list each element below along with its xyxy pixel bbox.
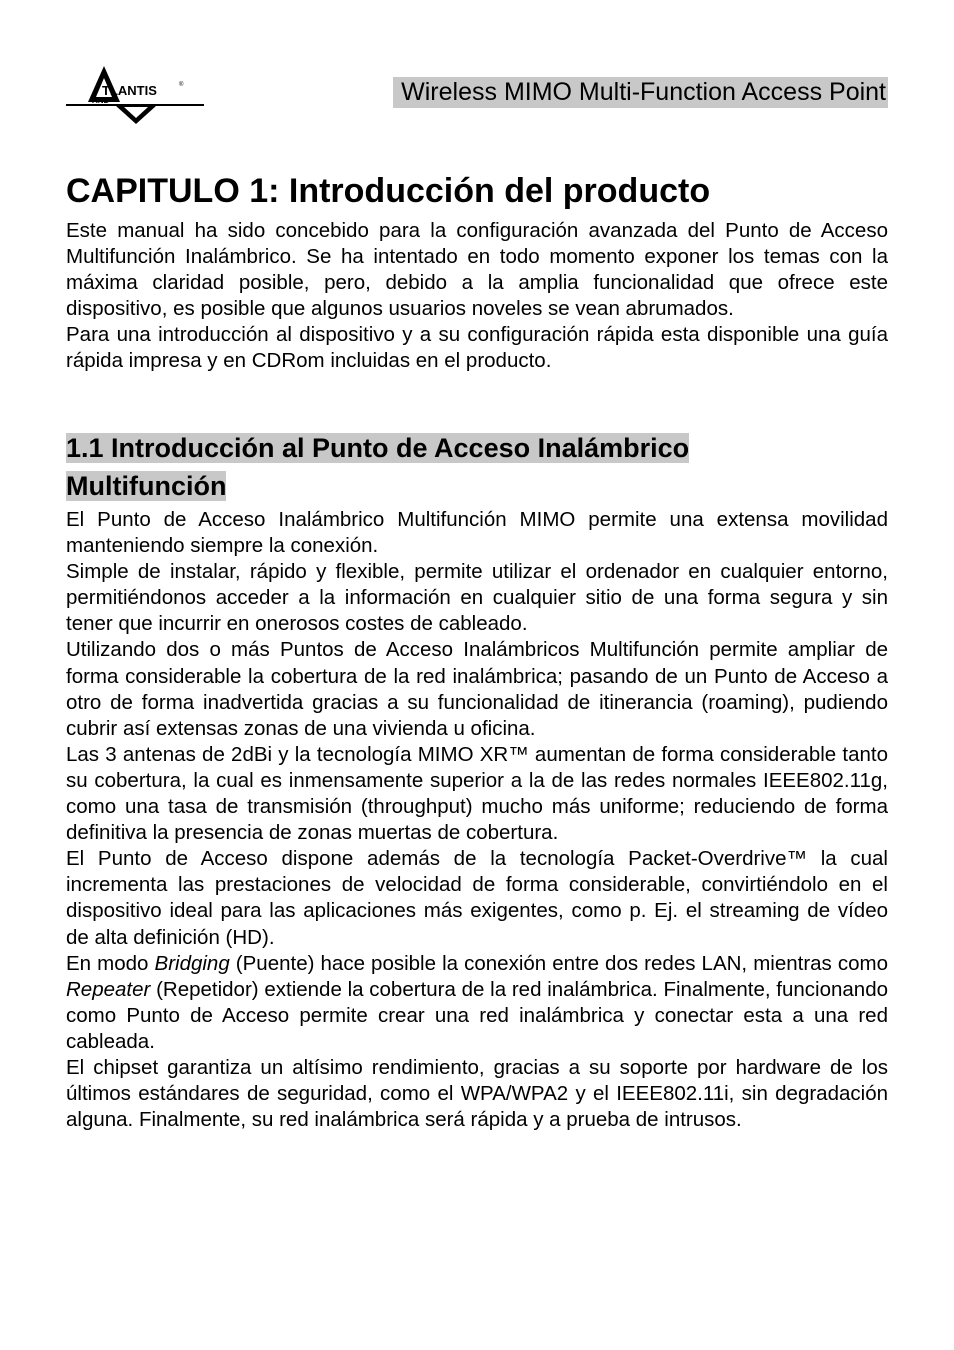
chapter-intro — [66, 218, 888, 375]
repeater-term: Repeater — [66, 977, 151, 1001]
section-heading — [66, 429, 756, 505]
atlantis-land-logo — [64, 64, 206, 126]
body-paragraph: Utilizando dos o más Puntos de Acceso Inalámbricos Multifunción permite ampliar de forma considerable la cobertura de la red inalámbrica; pasando de un Punto de Acceso a otro de forma inadvertida gracias a su funcionalidad de itinerancia (roaming), pudiendo cubrir así extensas zonas de una vivienda u oficina. — [66, 638, 888, 740]
intro-paragraph: Para una introducción al dispositivo y a su configuración rápida esta disponible una guía rápida impresa y en CDRom incluidas en el producto. — [66, 323, 888, 373]
chapter-title: CAPITULO 1: Introducción del producto — [66, 172, 711, 210]
bridging-text-end: (Repetidor) extiende la cobertura de la red inalámbrica. Finalmente, funcionando como Punto de Acceso permite crear una red inalámbrica y conectar esta a una red cableada. — [66, 977, 888, 1053]
section-body — [66, 507, 888, 1133]
body-paragraph: Simple de instalar, rápido y flexible, permite utilizar el ordenador en cualquier entorno, permitiéndonos acceder a la información en cualquier sitio de una forma segura y sin tener que incurrir en onerosos costes de cableado. — [66, 560, 888, 636]
bridging-text-middle: (Puente) hace posible la conexión entre dos redes LAN, mientras como — [229, 951, 889, 975]
svg-text:AND: AND — [92, 96, 110, 105]
document-header-title: Wireless MIMO Multi-Function Access Point — [393, 77, 888, 108]
body-paragraph: El Punto de Acceso Inalámbrico Multifunción MIMO permite una extensa movilidad manteniendo siempre la conexión. — [66, 508, 888, 558]
body-paragraph: El Punto de Acceso dispone además de la tecnología Packet-Overdrive™ la cual incrementa las prestaciones de velocidad de forma considerable, convirtiéndolo en el dispositivo ideal para las aplicaciones más exigentes, como p. Ej. el streaming de vídeo de alta definición (HD). — [66, 847, 888, 949]
intro-paragraph: Este manual ha sido concebido para la configuración avanzada del Punto de Acceso Multifunción Inalámbrico. Se ha intentado en todo momento exponer los temas con la máxima claridad posible, pero, debido a la amplia funcionalidad que ofrece este dispositivo, es posible que algunos usuarios noveles se vean abrumados. — [66, 219, 888, 321]
svg-text:TLANTIS: TLANTIS — [102, 83, 157, 98]
atlantis-logo-icon — [64, 64, 206, 126]
bridging-text-start: En modo — [66, 951, 155, 975]
section-heading-line-1: 1.1 Introducción al Punto de Acceso Inalámbrico — [66, 433, 690, 463]
bridging-paragraph — [66, 951, 888, 1055]
section-heading-line-2: Multifunción — [66, 471, 227, 501]
svg-text:®: ® — [179, 82, 184, 88]
body-paragraph: Las 3 antenas de 2dBi y la tecnología MIMO XR™ aumentan de forma considerable tanto su cobertura, la cual es inmensamente superior a la de las redes normales IEEE802.11g, como una tasa de transmisión (throughput) mucho más uniforme; reduciendo de forma definitiva la presencia de zonas muertas de cobertura. — [66, 742, 888, 845]
bridging-term: Bridging — [154, 951, 230, 975]
body-paragraph: El chipset garantiza un altísimo rendimiento, gracias a su soporte por hardware de los últimos estándares de seguridad, como el WPA/WPA2 y el IEEE802.11i, sin degradación alguna. Finalmente, su red inalámbrica será rápida y a prueba de intrusos. — [66, 1055, 888, 1132]
